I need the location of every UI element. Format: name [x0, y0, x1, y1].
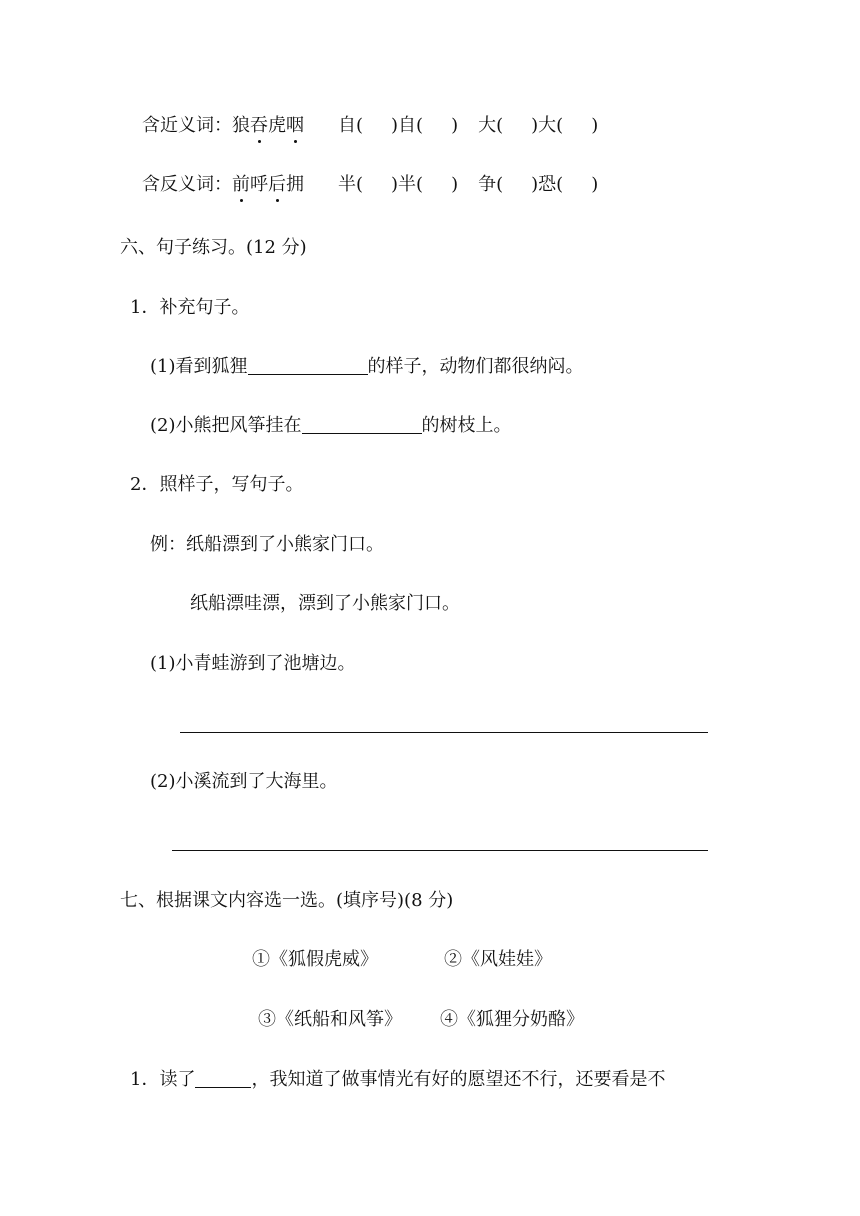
- sentence2-suffix: 的树枝上。: [421, 415, 512, 436]
- antonym-row: [142, 173, 598, 197]
- synonym-fill-item: 大(: [478, 115, 504, 136]
- section7-title: 七、根据课文内容选一选。(填序号)(8 分): [120, 890, 454, 911]
- fill-blank[interactable]: [302, 415, 422, 434]
- section6-q1-sentence2: [150, 414, 512, 438]
- sentence1-prefix: (1)看到狐狸: [150, 356, 248, 377]
- option-2: ②《风娃娃》: [444, 949, 552, 970]
- sentence2-prefix: (2)小熊把风筝挂在: [150, 415, 302, 436]
- antonym-example-char-dotted: 后: [268, 174, 286, 195]
- antonym-fill-item: 半(: [338, 174, 364, 195]
- synonym-fill-item: 自(: [338, 115, 364, 136]
- synonym-example-char: 狼: [232, 115, 250, 136]
- synonym-example-char-dotted: 咽: [286, 115, 304, 136]
- fill-blank[interactable]: [195, 1069, 251, 1088]
- synonym-example-char: 虎: [268, 115, 286, 136]
- answer-line[interactable]: [172, 850, 708, 851]
- section6-q2-sentence1: (1)小青蛙游到了池塘边。: [150, 653, 356, 674]
- antonym-example-char-dotted: 前: [232, 174, 250, 195]
- option-1: ①《狐假虎威》: [252, 949, 378, 970]
- antonym-fill-item: ): [451, 174, 459, 195]
- option-4: ④《狐狸分奶酪》: [440, 1009, 584, 1030]
- synonym-fill-item: ): [591, 115, 599, 136]
- antonym-label: 含反义词：: [142, 174, 232, 195]
- section6-q1-sentence1: [150, 355, 584, 379]
- antonym-example-char: 拥: [286, 174, 304, 195]
- antonym-fill-item: )恐(: [531, 174, 564, 195]
- q1-suffix: ，我知道了做事情光有好的愿望还不行，还要看是不: [251, 1069, 666, 1090]
- section6-q1-title: 1．补充句子。: [130, 297, 250, 318]
- example-sentence-b: 纸船漂哇漂，漂到了小熊家门口。: [190, 593, 460, 614]
- antonym-fill-item: )半(: [391, 174, 424, 195]
- section6-title: 六、句子练习。(12 分): [120, 237, 307, 258]
- synonym-row: [142, 114, 598, 138]
- synonym-fill-item: ): [451, 115, 459, 136]
- antonym-fill-item: 争(: [478, 174, 504, 195]
- synonym-label: 含近义词：: [142, 115, 232, 136]
- option-3: ③《纸船和风筝》: [258, 1009, 402, 1030]
- antonym-example-char: 呼: [250, 174, 268, 195]
- section6-q2-sentence2: (2)小溪流到了大海里。: [150, 771, 338, 792]
- answer-line[interactable]: [180, 732, 708, 733]
- section6-q2-title: 2．照样子，写句子。: [130, 474, 304, 495]
- example-line-a: [150, 533, 384, 557]
- example-label: 例：: [150, 534, 186, 555]
- antonym-fill-item: ): [591, 174, 599, 195]
- synonym-fill-item: )自(: [391, 115, 424, 136]
- synonym-example-char-dotted: 吞: [250, 115, 268, 136]
- synonym-fill-item: )大(: [531, 115, 564, 136]
- section7-q1: [130, 1068, 665, 1092]
- sentence1-suffix: 的样子，动物们都很纳闷。: [367, 356, 584, 377]
- fill-blank[interactable]: [248, 356, 368, 375]
- q1-prefix: 1．读了: [130, 1069, 196, 1090]
- example-sentence-a: 纸船漂到了小熊家门口。: [186, 534, 384, 555]
